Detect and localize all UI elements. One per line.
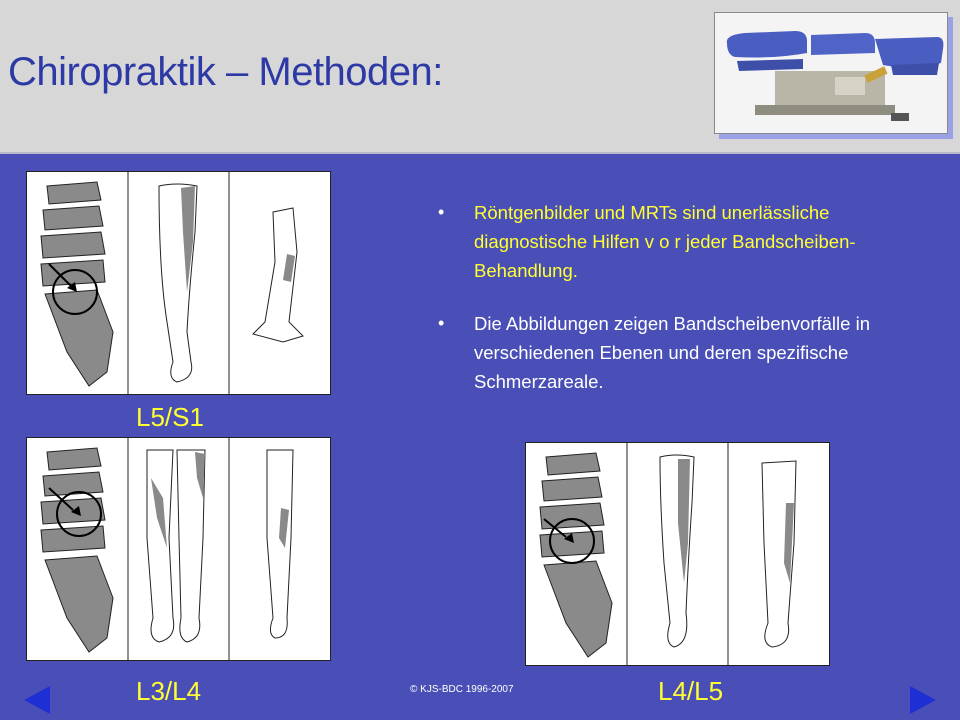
- bullet-item: • Die Abbildungen zeigen Bandscheibenvorfälle in verschiedenen Ebenen und deren spezifische Schmerzareale.: [438, 309, 938, 396]
- chiropractic-table-photo: [714, 12, 948, 134]
- figure-l3-l4-label: L3/L4: [136, 676, 202, 706]
- slide-title: Chiropraktik – Methoden:: [8, 50, 443, 94]
- figure-l5-s1-label: L5/S1: [136, 402, 204, 432]
- bullet-item: • Röntgenbilder und MRTs sind unerlässliche diagnostische Hilfen v o r jeder Bandscheiben-Behandlung.: [438, 198, 938, 285]
- next-slide-arrow-icon[interactable]: [910, 686, 936, 714]
- previous-slide-arrow-icon[interactable]: [24, 686, 50, 714]
- figure-l3-l4: [26, 437, 331, 661]
- figure-l4-l5-label: L4/L5: [658, 676, 724, 706]
- copyright-notice: © KJS-BDC 1996-2007: [410, 684, 514, 695]
- bullet-list: [438, 198, 938, 396]
- figure-l4-l5: [525, 442, 830, 666]
- figure-l5-s1: [26, 171, 331, 395]
- slide-header: [0, 0, 960, 154]
